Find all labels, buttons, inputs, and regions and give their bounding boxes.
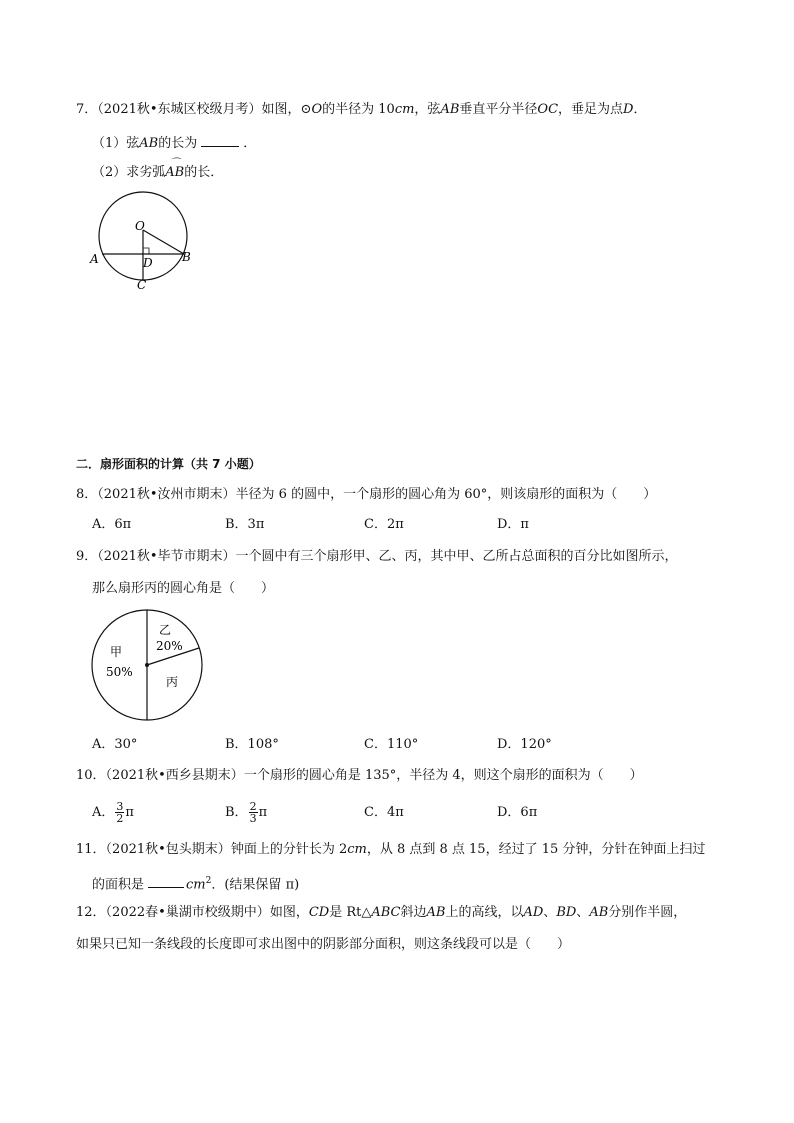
q8-option-b[interactable]: B．3π [225, 517, 265, 532]
label-c: C [137, 278, 147, 292]
q10-source: （2021秋•西乡县期末） [105, 768, 244, 783]
q10-option-d[interactable]: D．6π [497, 805, 538, 820]
q8-source: （2021秋•汝州市期末） [97, 487, 236, 502]
q10-option-a[interactable]: A． $\frac{3}{2}$ π [92, 800, 134, 825]
q9-stem-line2: 那么扇形丙的圆心角是（ ） [92, 581, 275, 596]
q12-stem: 12．（2022春•巢湖市校级期中）如图，CD是 Rt△ABC斜边AB上的高线，以AD、BD、AB分别作半圆， [76, 905, 687, 920]
pie-label-jia-pct: 50% [106, 665, 133, 679]
q9-pie-figure [88, 608, 208, 724]
q7-circle-figure [88, 190, 198, 295]
right-angle-mark [143, 248, 149, 254]
q10-stem: 10．（2021秋•西乡县期末）一个扇形的圆心角是 135°，半径为 4，则这个扇形的面积为（ ） [76, 768, 643, 783]
pie-label-jia: 甲 [110, 645, 123, 659]
q7-stem: 7．（2021秋•东城区校级月考）如图，⊙O的半径为 10cm，弦AB垂直平分半径OC，垂足为点D． [76, 102, 647, 117]
q8-stem: 8．（2021秋•汝州市期末）半径为 6 的圆中，一个扇形的圆心角为 60°，则该扇形的面积为（ ） [76, 487, 657, 502]
label-b: B [182, 250, 191, 264]
q8-option-a[interactable]: A．6π [92, 517, 132, 532]
q12-source: （2022春•巢湖市校级期中） [105, 905, 270, 920]
q9-option-a[interactable]: A．30° [92, 737, 138, 752]
q12-stem-line2: 如果只已知一条线段的长度即可求出图中的阴影部分面积，则这条线段可以是（ ） [76, 937, 571, 952]
q11-stem-line2: 的面积是 $cm^2$．(结果保留 π) [92, 876, 300, 893]
q7-sub2: （2）求劣弧⌒ AB的长． [92, 164, 223, 182]
answer-blank[interactable] [201, 133, 239, 147]
q8-option-c[interactable]: C．2π [364, 517, 404, 532]
pie-label-yi-pct: 20% [156, 639, 183, 653]
q10-option-b[interactable]: B． $\frac{2}{3}$ π [225, 800, 268, 825]
q9-option-b[interactable]: B．108° [225, 737, 279, 752]
q8-option-d[interactable]: D．π [497, 517, 529, 532]
q9-option-d[interactable]: D．120° [497, 737, 552, 752]
pie-label-bing: 丙 [166, 675, 179, 689]
pie-label-yi: 乙 [159, 623, 172, 637]
label-d: D [143, 256, 153, 270]
q11-stem: 11．（2021秋•包头期末）钟面上的分针长为 2cm，从 8 点到 8 点 15，经过了 15 分钟，分针在钟面上扫过 [76, 842, 706, 857]
fraction: $\frac{3}{2}$ [116, 800, 124, 825]
label-o: O [135, 219, 145, 233]
q9-option-c[interactable]: C．110° [364, 737, 419, 752]
fraction: $\frac{2}{3}$ [249, 800, 257, 825]
label-a: A [90, 252, 99, 266]
q7-source: （2021秋•东城区校级月考） [97, 102, 262, 117]
section-title: 二．扇形面积的计算（共 7 小题） [76, 457, 261, 471]
q9-source: （2021秋•毕节市期末） [97, 549, 236, 564]
pie-center-dot [145, 663, 149, 667]
arc-ab: ⌒ AB [165, 164, 184, 182]
q7-sub1: （1）弦AB的长为 ． [92, 133, 256, 153]
q11-source: （2021秋•包头期末） [105, 842, 231, 857]
q10-option-c[interactable]: C．4π [364, 805, 404, 820]
answer-blank[interactable] [148, 874, 184, 888]
q9-stem: 9．（2021秋•毕节市期末）一个圆中有三个扇形甲、乙、丙，其中甲、乙所占总面积的百分比如图所示， [76, 549, 678, 564]
